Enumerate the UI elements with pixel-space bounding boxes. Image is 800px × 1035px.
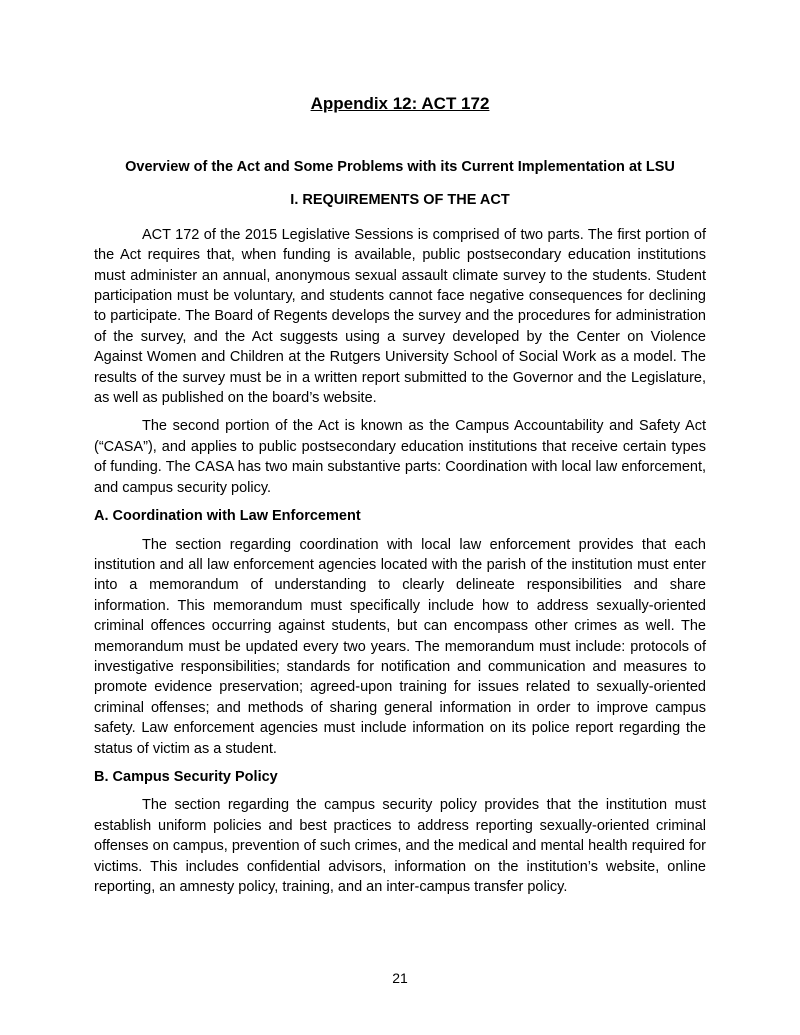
paragraph-act-overview: ACT 172 of the 2015 Legislative Sessions is comprised of two parts. The first portion of the Act requires that, when funding is available, public postsecondary education institutions must administer an annual, anonymous sexual assault climate survey to the students. Student participation must be voluntary, and students cannot face negative consequences for declining to participate. The Board of Regents develops the survey and the procedures for administration of the survey, and the Act suggests using a survey developed by the Center on Violence Against Women and Children at the Rutgers University School of Social Work as a model. The results of the survey must be in a written report submitted to the Governor and the Legislature, as well as published on the board’s website. — [94, 226, 706, 407]
paragraph-casa-overview: The second portion of the Act is known as the Campus Accountability and Safety Act (“CASA”), and applies to public postsecondary education institutions that receive certain types of funding. The CASA has two main substantive parts: Coordination with local law enforcement, and campus security policy. — [94, 418, 706, 496]
heading-campus-security-policy: B. Campus Security Policy — [94, 768, 278, 785]
page-number: 21 — [392, 970, 408, 986]
document-subtitle: Overview of the Act and Some Problems with its Current Implementation at LSU — [125, 159, 675, 175]
paragraph-law-enforcement-coordination: The section regarding coordination with local law enforcement provides that each institution and all law enforcement agencies located with the parish of the institution must enter into a memorandum of understanding to clearly delineate responsibilities and share information. This memorandum must specifically include how to address sexually-oriented criminal offences occurring against students, but can encompass other crimes as well. The memorandum must be updated every two years. The memorandum must include: protocols of investigative responsibilities; standards for notification and communication and measures to promote evidence preservation; agreed-upon training for issues related to sexually-oriented criminal offenses; and methods of sharing general information in order to improve campus safety. Law enforcement agencies must include information on its police report regarding the status of victim as a student. — [94, 536, 706, 757]
section-heading-requirements: I. REQUIREMENTS OF THE ACT — [290, 192, 510, 209]
paragraph-campus-security-policy: The section regarding the campus security policy provides that the institution must establish uniform policies and best practices to address reporting sexually-oriented criminal offenses on campus, prevention of such crimes, and the medical and mental health required for victims. This includes confidential advisors, information on the institution’s website, online reporting, an amnesty policy, training, and an inter-campus transfer policy. — [94, 797, 706, 895]
page-title: Appendix 12: ACT 172 — [310, 94, 490, 113]
heading-coordination-law-enforcement: A. Coordination with Law Enforcement — [94, 508, 361, 525]
